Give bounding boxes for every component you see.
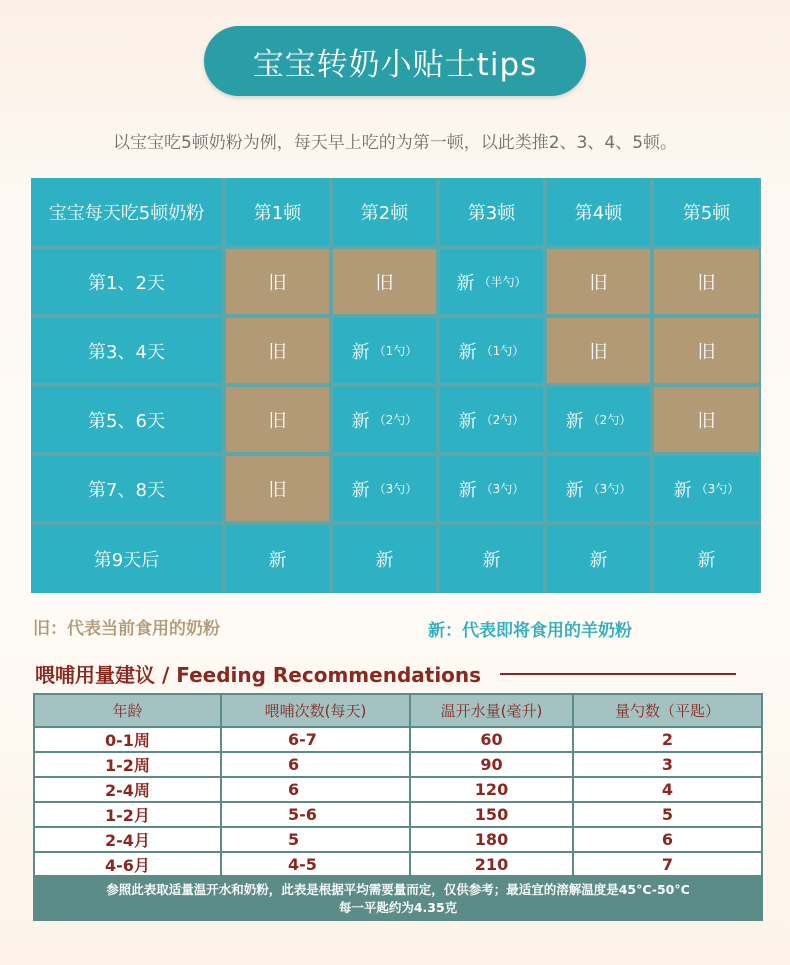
footnote-line-1: 参照此表取适量温开水和奶粉，此表是根据平均需要量而定，仅供参考；最适宜的溶解温度是45°C-50°C bbox=[106, 881, 690, 897]
cell-spoon-note: （2勺） bbox=[587, 413, 632, 427]
grid-cell-old bbox=[226, 387, 329, 452]
grid-cell-old bbox=[333, 249, 436, 314]
grid-column-header: 第5顿 bbox=[654, 178, 759, 245]
cell-spoon-note: （3勺） bbox=[373, 482, 418, 496]
legend-new: 新：代表即将食用的羊奶粉 bbox=[428, 621, 632, 641]
cell-text: 新 bbox=[351, 341, 370, 363]
cell-text: 新 bbox=[268, 550, 287, 571]
feeding-header-cell: 喂哺次数(每天) bbox=[222, 695, 409, 726]
feeding-cell: 4-5 bbox=[222, 853, 409, 875]
grid-cell-old bbox=[654, 387, 759, 452]
grid-column-header: 第1顿 bbox=[226, 178, 329, 245]
grid-cell-new bbox=[547, 387, 650, 452]
footnote-line-2: 每一平匙约为4.35克 bbox=[338, 899, 458, 915]
feeding-section-title: 喂哺用量建议 / Feeding Recommendations bbox=[35, 663, 482, 687]
feeding-cell: 6 bbox=[222, 753, 409, 776]
grid-cell-old bbox=[226, 456, 329, 521]
feeding-cell: 5-6 bbox=[222, 803, 409, 826]
feeding-cell: 3 bbox=[574, 753, 761, 776]
cell-text: 新 bbox=[458, 410, 477, 432]
cell-spoon-note: （1勺） bbox=[373, 344, 418, 358]
feeding-header-cell: 温开水量(毫升) bbox=[411, 695, 572, 726]
feeding-cell: 1-2周 bbox=[35, 753, 220, 776]
grid-cell-old bbox=[654, 318, 759, 383]
cell-spoon-note: （2勺） bbox=[480, 413, 525, 427]
grid-cell-new bbox=[440, 318, 543, 383]
grid-row-label: 第9天后 bbox=[31, 525, 222, 593]
grid-cell-old bbox=[226, 249, 329, 314]
grid-row-label: 第1、2天 bbox=[31, 249, 222, 314]
grid-column-header: 第2顿 bbox=[333, 178, 436, 245]
feeding-cell: 4 bbox=[574, 778, 761, 801]
feeding-cell: 2-4周 bbox=[35, 778, 220, 801]
cell-text: 旧 bbox=[375, 272, 394, 294]
feeding-cell: 210 bbox=[411, 853, 572, 875]
grid-corner-label: 宝宝每天吃5顿奶粉 bbox=[31, 178, 222, 245]
grid-row-label: 第7、8天 bbox=[31, 456, 222, 521]
feeding-cell: 180 bbox=[411, 828, 572, 851]
grid-cell-old bbox=[547, 318, 650, 383]
feeding-cell: 90 bbox=[411, 753, 572, 776]
grid-cell-new bbox=[440, 387, 543, 452]
grid-cell-new bbox=[440, 525, 543, 593]
grid-cell-new bbox=[333, 387, 436, 452]
feeding-cell: 5 bbox=[574, 803, 761, 826]
cell-text: 新 bbox=[456, 272, 475, 294]
cell-text: 旧 bbox=[268, 341, 287, 363]
cell-spoon-note: （3勺） bbox=[695, 482, 740, 496]
cell-text: 旧 bbox=[697, 410, 716, 432]
cell-spoon-note: （1勺） bbox=[480, 344, 525, 358]
grid-cell-old bbox=[226, 318, 329, 383]
cell-text: 旧 bbox=[697, 341, 716, 363]
cell-text: 新 bbox=[697, 550, 716, 571]
cell-text: 新 bbox=[375, 550, 394, 571]
cell-spoon-note: （2勺） bbox=[373, 413, 418, 427]
grid-row-label: 第3、4天 bbox=[31, 318, 222, 383]
cell-text: 旧 bbox=[589, 341, 608, 363]
feeding-cell: 4-6月 bbox=[35, 853, 220, 875]
feeding-table bbox=[33, 693, 763, 921]
feeding-cell: 5 bbox=[222, 828, 409, 851]
grid-cell-old bbox=[547, 249, 650, 314]
feeding-footnote bbox=[33, 876, 763, 921]
title-divider bbox=[500, 673, 736, 675]
page-title: 宝宝转奶小贴士tips bbox=[204, 26, 586, 96]
cell-text: 新 bbox=[673, 479, 692, 501]
grid-cell-new bbox=[547, 456, 650, 521]
cell-text: 新 bbox=[565, 410, 584, 432]
feeding-cell: 6 bbox=[222, 778, 409, 801]
grid-row-label: 第5、6天 bbox=[31, 387, 222, 452]
grid-column-header: 第4顿 bbox=[547, 178, 650, 245]
cell-text: 新 bbox=[565, 479, 584, 501]
grid-cell-new bbox=[547, 525, 650, 593]
feeding-header-cell: 年龄 bbox=[35, 695, 220, 726]
feeding-cell: 6 bbox=[574, 828, 761, 851]
cell-spoon-note: （3勺） bbox=[587, 482, 632, 496]
grid-cell-new bbox=[440, 249, 543, 314]
cell-text: 新 bbox=[589, 550, 608, 571]
grid-cell-new bbox=[333, 456, 436, 521]
cell-text: 旧 bbox=[589, 272, 608, 294]
legend-old: 旧：代表当前食用的奶粉 bbox=[33, 619, 220, 639]
feeding-cell: 6-7 bbox=[222, 728, 409, 751]
cell-text: 旧 bbox=[697, 272, 716, 294]
cell-text: 新 bbox=[482, 550, 501, 571]
feeding-header-cell: 量勺数（平匙） bbox=[574, 695, 761, 726]
feeding-cell: 60 bbox=[411, 728, 572, 751]
grid-cell-new bbox=[333, 318, 436, 383]
cell-text: 新 bbox=[351, 410, 370, 432]
cell-text: 新 bbox=[351, 479, 370, 501]
cell-text: 旧 bbox=[268, 479, 287, 501]
feeding-cell: 7 bbox=[574, 853, 761, 875]
cell-text: 旧 bbox=[268, 272, 287, 294]
feeding-cell: 0-1周 bbox=[35, 728, 220, 751]
grid-cell-new bbox=[333, 525, 436, 593]
feeding-cell: 120 bbox=[411, 778, 572, 801]
cell-text: 新 bbox=[458, 341, 477, 363]
transition-grid bbox=[31, 178, 761, 593]
grid-column-header: 第3顿 bbox=[440, 178, 543, 245]
feeding-cell: 2 bbox=[574, 728, 761, 751]
grid-cell-new bbox=[226, 525, 329, 593]
grid-cell-old bbox=[654, 249, 759, 314]
feeding-cell: 2-4月 bbox=[35, 828, 220, 851]
grid-cell-new bbox=[440, 456, 543, 521]
feeding-cell: 1-2月 bbox=[35, 803, 220, 826]
cell-spoon-note: （3勺） bbox=[480, 482, 525, 496]
feeding-cell: 150 bbox=[411, 803, 572, 826]
cell-text: 新 bbox=[458, 479, 477, 501]
cell-text: 旧 bbox=[268, 410, 287, 432]
cell-spoon-note: （半勺） bbox=[478, 275, 527, 289]
intro-text: 以宝宝吃5顿奶粉为例，每天早上吃的为第一顿，以此类推2、3、4、5顿。 bbox=[112, 133, 678, 153]
grid-cell-new bbox=[654, 456, 759, 521]
grid-cell-new bbox=[654, 525, 759, 593]
